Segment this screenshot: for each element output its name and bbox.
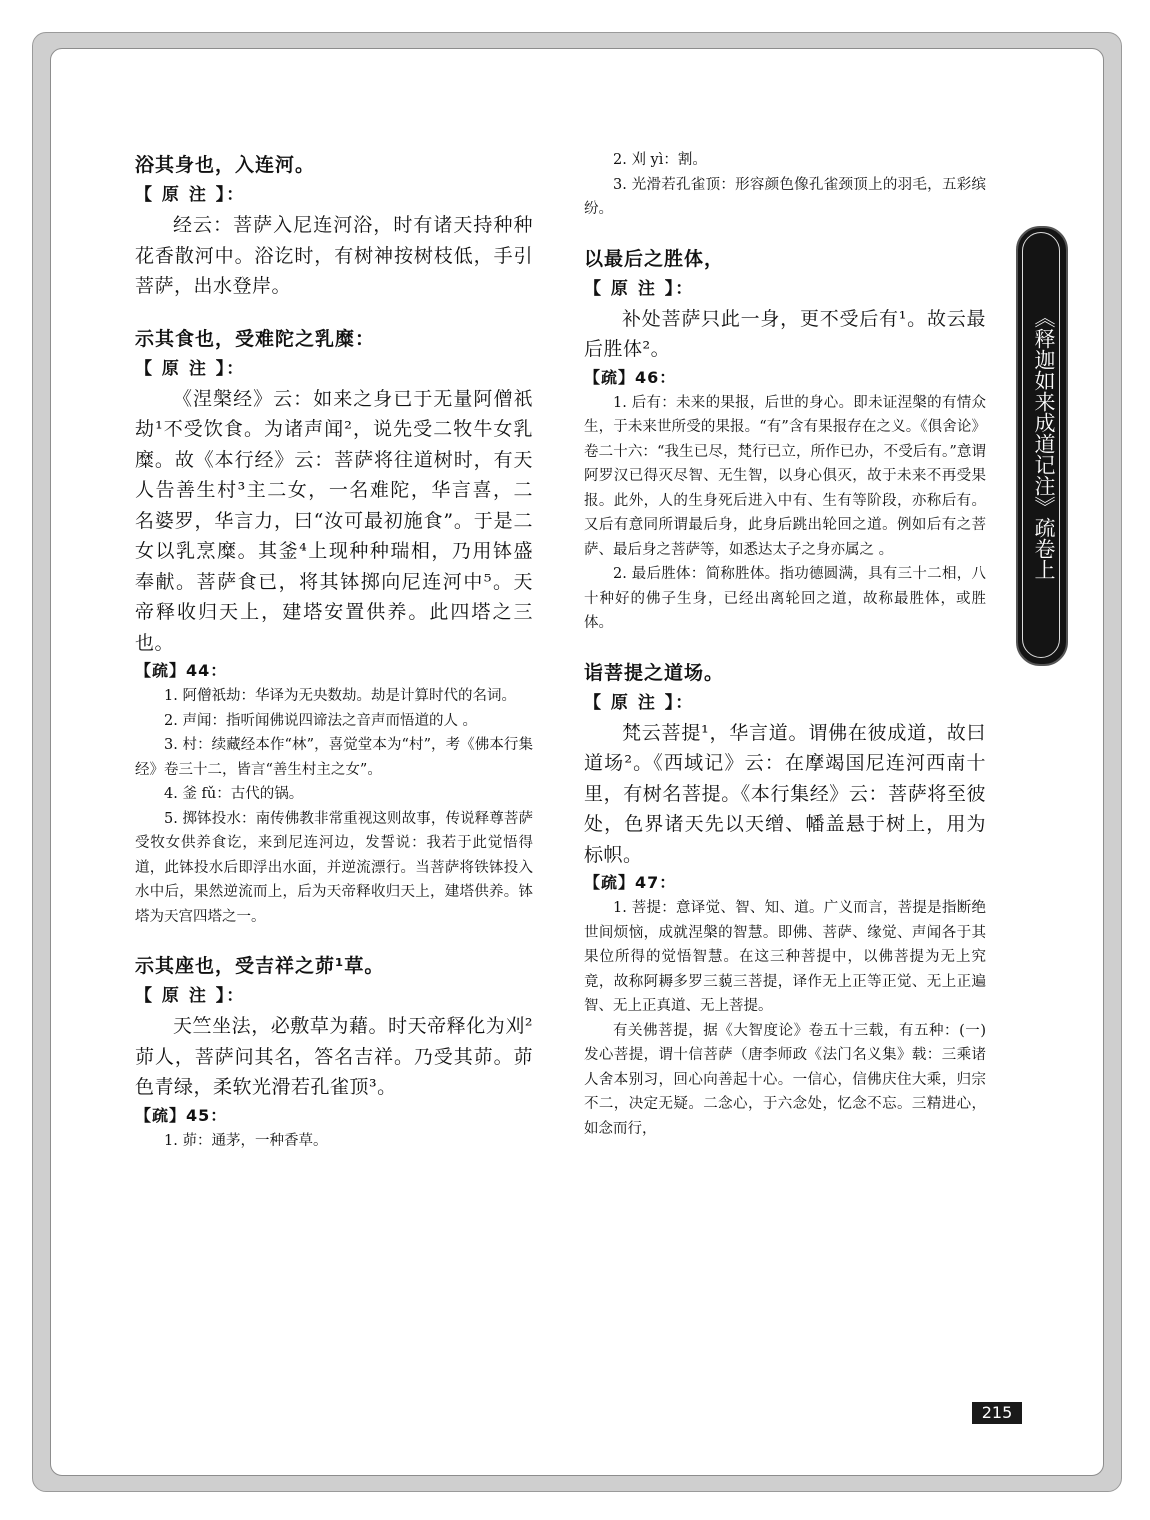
commentary-label: 【疏】46： xyxy=(584,367,677,387)
original-note-text: 补处菩萨只此一身，更不受后有¹。故云最后胜体²。 xyxy=(584,307,986,360)
section-heading: 以最后之胜体， xyxy=(584,247,725,270)
original-note-label: 【 原 注 】： xyxy=(135,986,246,1006)
original-note-text: 梵云菩提¹，华言道。谓佛在彼成道，故曰道场²。《西域记》云：在摩竭国尼连河西南十里，有树名菩提。《本行集经》云：菩萨将至彼处，色界诸天先以天缯、幡盖悬于树上，用为标帜。 xyxy=(584,721,986,866)
original-note-label: 【 原 注 】： xyxy=(584,278,695,299)
commentary-note: 2. 刈 yì：割。 xyxy=(613,152,707,168)
original-note-label: 【 原 注 】： xyxy=(584,692,695,713)
section-heading: 诣菩提之道场。 xyxy=(584,661,725,684)
original-note-text: 《涅槃经》云：如来之身已于无量阿僧祇劫¹不受饮食。为诸声闻²，说先受二牧牛女乳糜。故《本行经》云：菩萨将往道树时，有天人告善生村³主二女，一名难陀，华言喜，二名婆罗，华言力，曰“汝可最初施食”。于是二女以乳烹糜。其釜⁴上现种种瑞相，乃用钵盛奉献。菩萨食已，将其钵掷向尼连河中⁵。天帝释收归天上，建塔安置供养。此四塔之三也。 xyxy=(135,387,533,654)
commentary-note: 1. 菩提：意译觉、智、知、道。广义而言，菩提是指断绝世间烦恼，成就涅槃的智慧。即佛、菩萨、缘觉、声闻各于其果位所得的觉悟智慧。在这三种菩提中，以佛菩提为无上究竟，故称阿耨多罗三藐三菩提，译作无上正等正觉、无上正遍智、无上正真道、无上菩提。 xyxy=(584,900,986,1014)
commentary-label: 【疏】47： xyxy=(584,873,677,892)
page-number: 215 xyxy=(972,1402,1022,1424)
chapter-side-tab xyxy=(1016,226,1068,666)
commentary-note: 3. 光滑若孔雀顶：形容颜色像孔雀颈顶上的羽毛，五彩缤纷。 xyxy=(584,176,986,217)
commentary-note: 有关佛菩提，据《大智度论》卷五十三载，有五种：(一)发心菩提，谓十信菩萨（唐李师政《法门名义集》载：三乘诸人舍本别习，回心向善起十心。一信心，信佛庆住大乘，归宗不二，决定无疑。二念心，于六念处，忆念不忘。三精进心，如念而行， xyxy=(584,1022,986,1137)
commentary-note: 1. 后有：未来的果报，后世的身心。即未证涅槃的有情众生，于未来世所受的果报。“有”含有果报存在之义。《俱舍论》卷二十六：“我生已尽，梵行已立，所作已办，不受后有。”意谓阿罗汉已得灭尽智、无生智，以身心俱灭，故于未来不再受果报。此外，人的生身死后进入中有、生有等阶段，亦称后有。又后有意同所谓最后身，此身后跳出轮回之道。例如后有之菩萨、最后身之菩萨等，如悉达太子之身亦属之 。 xyxy=(584,394,986,558)
commentary-note: 2. 声闻：指听闻佛说四谛法之音声而悟道的人 。 xyxy=(164,712,478,729)
original-note-text: 天竺坐法，必敷草为藉。时天帝释化为刈²茆人，菩萨问其名，答名吉祥。乃受其茆。茆色青绿，柔软光滑若孔雀顶³。 xyxy=(135,1015,533,1098)
commentary-note: 4. 釜 fǔ：古代的锅。 xyxy=(164,786,304,802)
commentary-label: 【疏】45： xyxy=(135,1105,228,1125)
section-heading: 浴其身也，入连河。 xyxy=(135,154,316,176)
commentary-note: 5. 掷钵投水：南传佛教非常重视这则故事，传说释尊菩萨受牧女供养食讫，来到尼连河边，发誓说：我若于此觉悟得道，此钵投水后即浮出水面，并逆流漂行。当菩萨将铁钵投入水中后，果然逆流而上，后为天帝释收归天上，建塔供养。钵塔为天宫四塔之一。 xyxy=(135,810,533,925)
original-note-text: 经云：菩萨入尼连河浴，时有诸天持种种花香散河中。浴讫时，有树神按树枝低，手引菩萨，出水登岸。 xyxy=(135,214,533,297)
commentary-label: 【疏】44： xyxy=(135,661,228,680)
commentary-note: 2. 最后胜体：简称胜体。指功德圆满，具有三十二相，八十种好的佛子生身，已经出离轮回之道，故称最胜体，或胜体。 xyxy=(584,566,986,631)
left-column xyxy=(135,150,533,1153)
original-note-label: 【 原 注 】： xyxy=(135,185,246,205)
section-heading: 示其食也，受难陀之乳糜： xyxy=(135,327,376,350)
right-column xyxy=(584,148,986,1141)
original-note-label: 【 原 注 】： xyxy=(135,358,246,379)
section-heading: 示其座也，受吉祥之茆¹草。 xyxy=(135,955,385,977)
commentary-note: 1. 阿僧祇劫：华译为无央数劫。劫是计算时代的名词。 xyxy=(164,688,516,704)
side-tab-title: 《释迦如来成道记注》疏卷上 xyxy=(1032,306,1056,580)
commentary-note: 3. 村：续藏经本作“林”，喜觉堂本为“村”，考《佛本行集经》卷三十二，皆言“善生村主之女”。 xyxy=(135,737,533,778)
commentary-note: 1. 茆：通茅，一种香草。 xyxy=(164,1132,328,1149)
